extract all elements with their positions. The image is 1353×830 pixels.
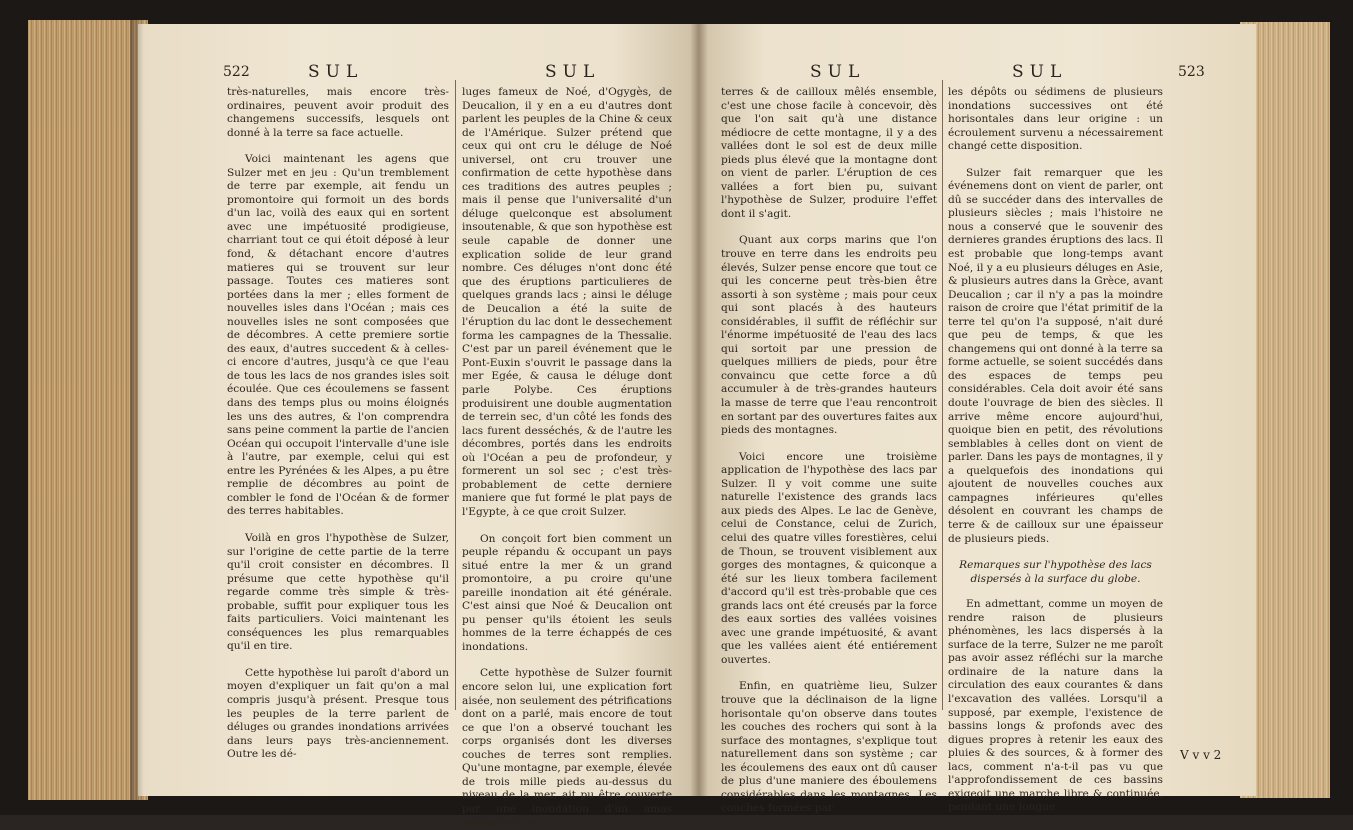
right-running-head-2: SUL [1012, 62, 1068, 82]
left-running-head-1: SUL [308, 62, 364, 82]
paragraph: terres & de cailloux mêlés ensemble, c'est une chose facile à concevoir, dès que l'on sait qu'à une distance médiocre de cette montagne, il y a des vallées dont le sol est de deux mille pieds plus élevé que la montagne dont on vient de parler. L'éruption de ces vallées a fort bien pu, suivant l'hypothèse de Sulzer, produire l'effet dont il s'agit. [721, 86, 937, 220]
paragraph: luges fameux de Noé, d'Ogygès, de Deucalion, il y en a eu d'autres dont parlent les peuples de la Chine & ceux de l'Amérique. Sulzer prétend que ceux qui ont cru le déluge de Noé universel, ont cru trouver une confirmation de cette hypothèse dans ces traditions des autres peuples ; mais il pense que l'universalité d'un déluge quelconque est absolument insoutenable, & que son hypothèse est seule capable de donner une explication solide de leur grand nombre. Ces déluges n'ont donc été que des éruptions particulieres de quelques grands lacs ; ainsi le déluge de Deucalion a été la suite de l'éruption du lac dont le dessechement forma les campagnes de la Thessalie. C'est par un pareil événement que le Pont-Euxin s'ouvrit le passage dans la mer Egée, & causa le déluge dont parle Polybe. Ces éruptions produisirent une double augmentation de terrein sec, d'un côté les fonds des lacs furent desséchés, & de l'autre les décombres, portés dans les endroits où l'Océan a peu de profondeur, y formerent un sol sec ; c'est très-probablement de cette derniere maniere que fut formé le plat pays de l'Egypte, à ce que croit Sulzer. [462, 86, 672, 518]
paragraph: très-naturelles, mais encore très-ordinaires, peuvent avoir produit des changemens successifs, lesquels ont donné à la terre sa face actuelle. [227, 86, 449, 139]
paragraph: Voici encore une troisième application de l'hypothèse des lacs par Sulzer. Il y voit comme une suite naturelle l'existence des grands lacs aux pieds des Alpes. Le lac de Genève, celui de Constance, celui de Zurich, celui des quatre villes forestières, celui de Thoun, se trouvent visiblement aux gorges des montagnes, & quiconque a été sur les lieux tombera facilement d'accord qu'il est très-probable que ces grands lacs ont été creusés par la force des eaux sorties des vallées voisines avec une grande impétuosité, & avant que les vallées aient été entiérement ouvertes. [721, 450, 937, 666]
right-column-rule [942, 80, 943, 710]
left-page-number: 522 [223, 64, 250, 80]
left-page-column-1 [227, 86, 449, 761]
paragraph: Voici maintenant les agens que Sulzer met en jeu : Qu'un tremblement de terre par exemple, ait fendu un promontoire qui formoit un des bords d'un lac, voilà des eaux qui en sortent avec une impétuosité prodigieuse, charriant tout ce qui étoit déposé à leur fond, & détachant encore d'autres matieres qui se trouvent sur leur passage. Toutes ces matieres sont portées dans la mer ; elles forment de nouvelles isles dans l'Océan ; mais ces nouvelles isles ne sont composées que de décombres. A cette premiere sortie des eaux, d'autres succedent & à celles-ci encore d'autres, jusqu'à ce que l'eau de tous les lacs de nos grandes isles soit écoulée. Que ces écoulemens se fassent dans des temps plus ou moins éloignés les uns des autres, & l'on comprendra sans peine comment la partie de l'ancien Océan qui occupoit l'intervalle d'une isle à l'autre, par exemple, celui qui est entre les Pyrénées & les Alpes, a pu être remplie de décombres au point de combler le fond de l'Océan & de former des terres habitables. [227, 153, 449, 518]
paragraph: Voilà en gros l'hypothèse de Sulzer, sur l'origine de cette partie de la terre qu'il croit consister en décombres. Il présume que cette hypothèse qu'il regarde comme très simple & très-probable, suffit pour expliquer tous les faits particuliers. Voici maintenant les conséquences les plus remarquables qu'il en tire. [227, 531, 449, 653]
left-running-head-2: SUL [545, 62, 601, 82]
paragraph: Sulzer fait remarquer que les événemens dont on vient de parler, ont dû se succéder dans des intervalles de plusieurs siècles ; mais l'histoire ne nous a conservé que le souvenir des dernieres grandes éruptions des lacs. Il est probable que long-temps avant Noé, il y a eu plusieurs déluges en Asie, & plusieurs autres dans la Grèce, avant Deucalion ; car il n'y a pas la moindre raison de croire que l'état primitif de la terre tel qu'on l'a supposé, n'ait duré que peu de temps, & que les changemens qui ont donné à la terre sa forme actuelle, se soient succédés dans des espaces de temps peu considérables. Cela doit avoir été sans doute l'ouvrage de bien des siècles. Il arrive même encore aujourd'hui, quoique bien en petit, des révolutions semblables à celles dont on vient de parler. Dans les pays de montagnes, il y a quelquefois des inondations qui ajoutent de nouvelles couches aux campagnes inférieures qu'elles désolent en couvrant les champs de terre & de cailloux sur une épaisseur de plusieurs pieds. [948, 166, 1163, 545]
book-gutter [690, 24, 708, 796]
signature-mark: V v v 2 [1180, 748, 1222, 762]
paragraph: On conçoit fort bien comment un peuple répandu & occupant un pays situé entre la mer & un grand promontoire, a pu croire qu'une pareille inondation ait été générale. C'est ainsi que Noé & Deucalion ont pu penser qu'ils étoient les seuls hommes de la terre échappés de ces inondations. [462, 532, 672, 653]
right-page-column-2 [948, 86, 1163, 814]
paragraph: Cette hypothèse lui paroît d'abord un moyen d'expliquer un fait qu'on a mal compris jusqu'à présent. Presque tous les peuples de la terre parlent de déluges ou grandes inondations arrivées dans leurs pays très-anciennement. Outre les dé- [227, 666, 449, 761]
right-running-head-1: SUL [810, 62, 866, 82]
paragraph: les dépôts ou sédimens de plusieurs inondations successives ont été horisontales dans leur origine : un écroulement survenu a nécessairement changé cette disposition. [948, 86, 1163, 153]
paragraph: En admettant, comme un moyen de rendre raison de plusieurs phénomènes, les lacs dispersés à la surface de la terre, Sulzer ne me paroît pas avoir assez réfléchi sur la marche ordinaire de la nature dans la circulation des eaux courantes & dans l'excavation des vallées. Lorsqu'il a supposé, par exemple, l'existence de bassins longs & profonds avec des digues propres à retenir les eaux des pluies & des sources, & à former des lacs, comment n'a-t-il pas vu que l'approfondissement de ces bassins exigeoit une marche libre & continuée, pendant une longue [948, 598, 1163, 814]
paragraph: Quant aux corps marins que l'on trouve en terre dans les endroits peu élevés, Sulzer pense encore que tout ce qui les concerne peut très-bien être assorti à son système ; mais pour ceux qui sont placés à des hauteurs considérables, il suffit de réfléchir sur l'énorme impétuosité de l'eau des lacs qui sortoit par une pression de quelques milliers de pieds, pour être convaincu que cette force a dû accumuler à de très-grandes hauteurs la masse de terre que l'eau rencontroit en sortant par des ouvertures faites aux pieds des montagnes. [721, 234, 937, 437]
left-page-column-2 [462, 86, 672, 829]
left-column-rule [455, 80, 456, 710]
left-edge-shadow [130, 20, 144, 800]
paragraph: Enfin, en quatrième lieu, Sulzer trouve que la déclinaison de la ligne horisontale qu'on observe dans toutes les couches des rochers qui sont à la surface des montagnes, s'explique tout naturellement dans son système ; car les écoulemens des eaux ont dû causer de plus d'une maniere des éboulemens considérables dans les montagnes. Les couches formées par [721, 680, 937, 815]
right-page-column-1 [721, 86, 937, 815]
right-page-number: 523 [1178, 64, 1205, 80]
paragraph: Cette hypothèse de Sulzer fournit encore selon lui, une explication fort aisée, non seulement des pétrifications dont on a parlé, mais encore de tout ce que l'on a observé touchant les corps organisés dont les diverses couches de terres sont remplies. Qu'une montagne, par exemple, élevée de trois mille pieds au-dessus du niveau de la mer, ait pu être couverte par une inondation d'un amas prodigieux de [462, 667, 672, 829]
section-heading: Remarques sur l'hypothèse des lacs dispersés à la surface du globe. [959, 559, 1152, 585]
